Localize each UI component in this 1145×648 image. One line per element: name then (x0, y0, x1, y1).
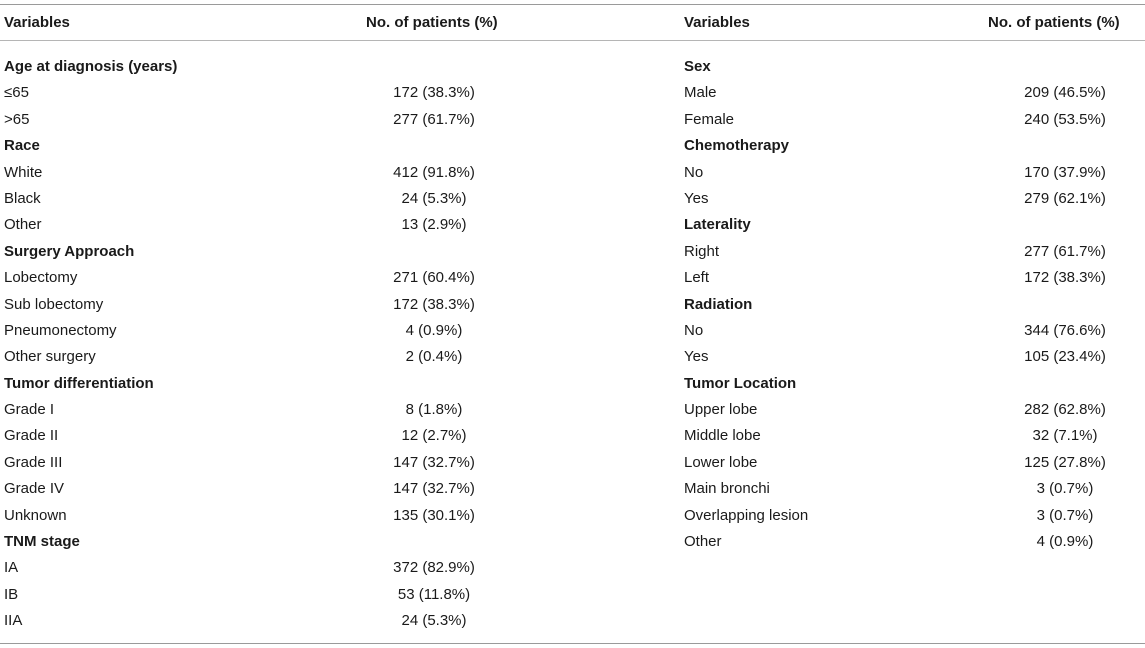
table-row (684, 423, 1139, 449)
table-section-row (4, 133, 604, 159)
variable-label: Lobectomy (4, 269, 78, 287)
table-section-row (4, 529, 604, 555)
patient-count-value: 172 (38.3%) (393, 295, 475, 313)
variable-label: Main bronchi (684, 480, 770, 498)
section-label: Tumor differentiation (4, 374, 154, 392)
section-label: Sex (684, 58, 711, 75)
table-section-row (4, 371, 604, 397)
patient-count-value: 172 (38.3%) (1024, 269, 1106, 287)
variable-label: No (684, 163, 704, 181)
variable-label: Unknown (4, 506, 67, 524)
variable-label: Overlapping lesion (684, 506, 809, 524)
patient-count-value: 277 (61.7%) (1024, 242, 1106, 260)
table-row (4, 555, 604, 581)
table-row (4, 582, 604, 608)
section-label: TNM stage (4, 533, 80, 551)
table-row (684, 450, 1139, 476)
table-row (4, 450, 604, 476)
table-row (4, 476, 604, 502)
section-label: Chemotherapy (684, 137, 790, 155)
table-row (684, 476, 1139, 502)
section-label: Radiation (684, 295, 753, 313)
patient-count-value: 277 (61.7%) (393, 110, 475, 128)
table-section-row (684, 371, 1139, 397)
variable-label: Female (684, 110, 735, 128)
table-header-rule (0, 40, 1145, 41)
table-section-row (4, 239, 604, 265)
patient-count-value: 172 (38.3%) (393, 84, 475, 102)
variable-label: Grade II (4, 427, 59, 445)
patient-count-value: 279 (62.1%) (1024, 189, 1106, 207)
patient-count-value: 372 (82.9%) (393, 559, 475, 577)
patient-count-value: 2 (0.4%) (405, 348, 463, 366)
patient-count-value: 32 (7.1%) (1032, 427, 1098, 445)
section-label: Race (4, 137, 40, 155)
variable-label: Grade III (4, 453, 63, 471)
table-section-row (684, 54, 1139, 80)
table-row (684, 318, 1139, 344)
patient-count-value: 170 (37.9%) (1024, 163, 1106, 181)
table-row (684, 107, 1139, 133)
table-row (684, 397, 1139, 423)
table-right-column (684, 54, 1139, 555)
table-row (4, 608, 604, 634)
variable-label: Pneumonectomy (4, 321, 117, 339)
patient-count-value: 4 (0.9%) (405, 321, 463, 339)
variable-label: IA (4, 559, 19, 577)
table-left-column (4, 54, 604, 635)
section-label: Surgery Approach (4, 242, 135, 260)
variable-label: Middle lobe (684, 427, 761, 445)
patient-count-value: 24 (5.3%) (401, 189, 467, 207)
table-section-row (684, 212, 1139, 238)
header-right-variables: Variables (684, 14, 750, 31)
table-row (4, 503, 604, 529)
table-row (684, 160, 1139, 186)
section-label: Age at diagnosis (years) (4, 58, 178, 75)
patient-count-value: 344 (76.6%) (1024, 321, 1106, 339)
variable-label: Yes (684, 189, 709, 207)
table-row (684, 239, 1139, 265)
variable-label: Right (684, 242, 720, 260)
patient-count-value: 147 (32.7%) (393, 480, 475, 498)
patient-count-value: 53 (11.8%) (397, 585, 471, 603)
section-label: Tumor Location (684, 374, 797, 392)
table-bottom-rule (0, 643, 1145, 644)
variable-label: White (4, 163, 43, 181)
variable-label: Lower lobe (684, 453, 758, 471)
variable-label: Black (4, 189, 41, 207)
section-label: Laterality (684, 216, 751, 234)
patient-count-value: 3 (0.7%) (1036, 506, 1094, 524)
patient-count-value: 271 (60.4%) (393, 269, 475, 287)
variable-label: Grade IV (4, 480, 65, 498)
variable-label: Other (684, 533, 722, 551)
header-left-variables: Variables (4, 14, 70, 31)
variable-label: No (684, 321, 704, 339)
table-row (4, 160, 604, 186)
table-row (684, 503, 1139, 529)
patient-count-value: 135 (30.1%) (393, 506, 475, 524)
variable-label: Left (684, 269, 710, 287)
patient-count-value: 12 (2.7%) (401, 427, 467, 445)
patient-count-value: 3 (0.7%) (1036, 480, 1094, 498)
table-row (4, 318, 604, 344)
variable-label: ≤65 (4, 84, 29, 102)
variable-label: Sub lobectomy (4, 295, 104, 313)
patient-count-value: 125 (27.8%) (1024, 453, 1106, 471)
variable-label: Yes (684, 348, 709, 366)
table-row (684, 344, 1139, 370)
table-row (684, 186, 1139, 212)
variable-label: Other surgery (4, 348, 96, 366)
header-right-patients: No. of patients (%) (988, 14, 1120, 31)
table-row (684, 265, 1139, 291)
table-section-row (4, 54, 604, 80)
patient-count-value: 13 (2.9%) (401, 216, 467, 234)
patient-count-value: 412 (91.8%) (393, 163, 475, 181)
variable-label: Other (4, 216, 42, 234)
patient-count-value: 24 (5.3%) (401, 612, 467, 630)
patient-count-value: 4 (0.9%) (1036, 533, 1094, 551)
table-row (4, 344, 604, 370)
table-section-row (684, 133, 1139, 159)
table-row (684, 80, 1139, 106)
table-header-row (0, 4, 1145, 40)
table-row (4, 80, 604, 106)
table-section-row (684, 292, 1139, 318)
variable-label: Upper lobe (684, 401, 758, 419)
table-row (4, 265, 604, 291)
patient-count-value: 282 (62.8%) (1024, 401, 1106, 419)
patient-count-value: 8 (1.8%) (405, 401, 463, 419)
table-row (4, 423, 604, 449)
table-row (4, 186, 604, 212)
table-row (4, 292, 604, 318)
header-left-patients: No. of patients (%) (366, 14, 498, 31)
patient-count-value: 209 (46.5%) (1024, 84, 1106, 102)
patient-count-value: 105 (23.4%) (1024, 348, 1106, 366)
patient-count-value: 240 (53.5%) (1024, 110, 1106, 128)
variable-label: Male (684, 84, 717, 102)
variable-label: IIA (4, 612, 23, 630)
variable-label: >65 (4, 110, 30, 128)
patient-count-value: 147 (32.7%) (393, 453, 475, 471)
variable-label: Grade I (4, 401, 55, 419)
table-row (4, 212, 604, 238)
table-row (4, 107, 604, 133)
table-row (4, 397, 604, 423)
variable-label: IB (4, 585, 19, 603)
table-row (684, 529, 1139, 555)
